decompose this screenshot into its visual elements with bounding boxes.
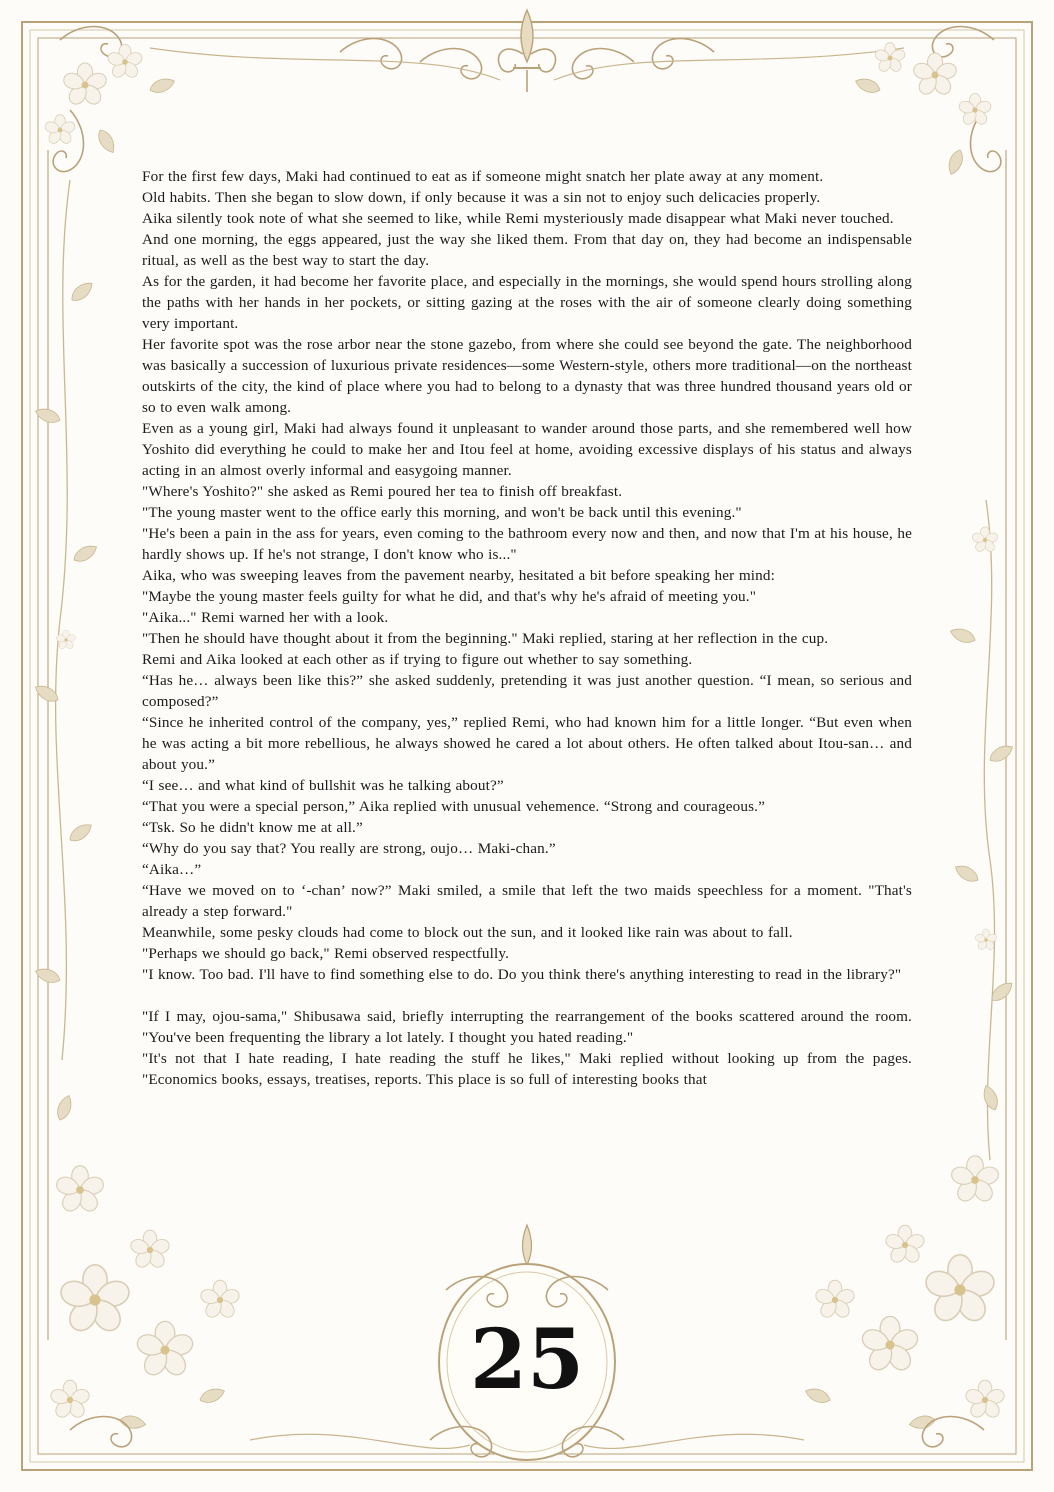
paragraph: Her favorite spot was the rose arbor near the stone gazebo, from where she could see beyond the gate. The neighborhood was basically a succession of luxurious private residences—some Western-style, others more traditional—on the northeast outskirts of the city, the kind of place where you had to belong to a dynasty that was three hundred thousand years old or so to even walk among. <box>142 336 912 416</box>
paragraph: “Since he inherited control of the company, yes,” replied Remi, who had known him for a little longer. “But even when he was acting a bit more rebellious, he always showed he cared a lot about others. He often talked about Itou-san… and about you.” <box>142 714 912 773</box>
paragraph: For the first few days, Maki had continued to eat as if someone might snatch her plate away at any moment. <box>142 168 824 185</box>
paragraph: "The young master went to the office early this morning, and won't be back until this evening." <box>142 504 742 521</box>
paragraph: “I see… and what kind of bullshit was he talking about?” <box>142 777 504 794</box>
paragraph: “Tsk. So he didn't know me at all.” <box>142 819 363 836</box>
paragraph: "Where's Yoshito?" she asked as Remi poured her tea to finish off breakfast. <box>142 483 623 500</box>
paragraph: Meanwhile, some pesky clouds had come to block out the sun, and it looked like rain was about to fall. <box>142 924 793 941</box>
paragraph: Remi and Aika looked at each other as if trying to figure out whether to say something. <box>142 651 693 668</box>
paragraph: "I know. Too bad. I'll have to find something else to do. Do you think there's anything interesting to read in the library?" <box>142 966 902 983</box>
paragraph: Aika, who was sweeping leaves from the pavement nearby, hesitated a bit before speaking her mind: <box>142 567 776 584</box>
paragraph: “Has he… always been like this?” she asked suddenly, pretending it was just another question. “I mean, so serious and composed?” <box>142 672 912 710</box>
paragraph: “Have we moved on to ‘-chan’ now?” Maki smiled, a smile that left the two maids speechless for a moment. "That's already a step forward." <box>142 882 912 920</box>
body-text <box>142 166 912 1090</box>
paragraph: "It's not that I hate reading, I hate reading the stuff he likes," Maki replied without looking up from the pages. "Economics books, essays, treatises, reports. This place is so full of interesting books that <box>142 1050 912 1088</box>
paragraph: “Why do you say that? You really are strong, oujo… Maki-chan.” <box>142 840 556 857</box>
paragraph: “That you were a special person,” Aika replied with unusual vehemence. “Strong and courageous.” <box>142 798 765 815</box>
page-number: 25 <box>469 1312 585 1408</box>
paragraph: "If I may, ojou-sama," Shibusawa said, briefly interrupting the rearrangement of the books scattered around the room. "You've been frequenting the library a lot lately. I thought you hated reading." <box>142 1008 912 1046</box>
paragraph: As for the garden, it had become her favorite place, and especially in the mornings, she would spend hours strolling along the paths with her hands in her pockets, or sitting gazing at the roses with the air of someone clearly doing something very important. <box>142 273 912 332</box>
paragraph: Even as a young girl, Maki had always found it unpleasant to wander around those parts, and she remembered well how Yoshito did everything he could to make her and Itou feel at home, avoiding excessive displays of his status and always acting in an almost overly informal and easygoing manner. <box>142 420 912 479</box>
paragraph: "He's been a pain in the ass for years, even coming to the bathroom every now and then, and now that I'm at his house, he hardly shows up. If he's not strange, I don't know who is..." <box>142 525 912 563</box>
paragraph: "Maybe the young master feels guilty for what he did, and that's why he's afraid of meeting you." <box>142 588 757 605</box>
paragraph: And one morning, the eggs appeared, just the way she liked them. From that day on, they had become an indispensable ritual, as well as the best way to start the day. <box>142 231 912 269</box>
paragraph: "Perhaps we should go back," Remi observed respectfully. <box>142 945 510 962</box>
paragraph: Old habits. Then she began to slow down, if only because it was a sin not to enjoy such delicacies properly. <box>142 189 821 206</box>
paragraph: "Aika..." Remi warned her with a look. <box>142 609 389 626</box>
paragraph: Aika silently took note of what she seemed to like, while Remi mysteriously made disappear what Maki never touched. <box>142 210 894 227</box>
paragraph: “Aika…” <box>142 861 202 878</box>
paragraph: "Then he should have thought about it from the beginning." Maki replied, staring at her reflection in the cup. <box>142 630 829 647</box>
